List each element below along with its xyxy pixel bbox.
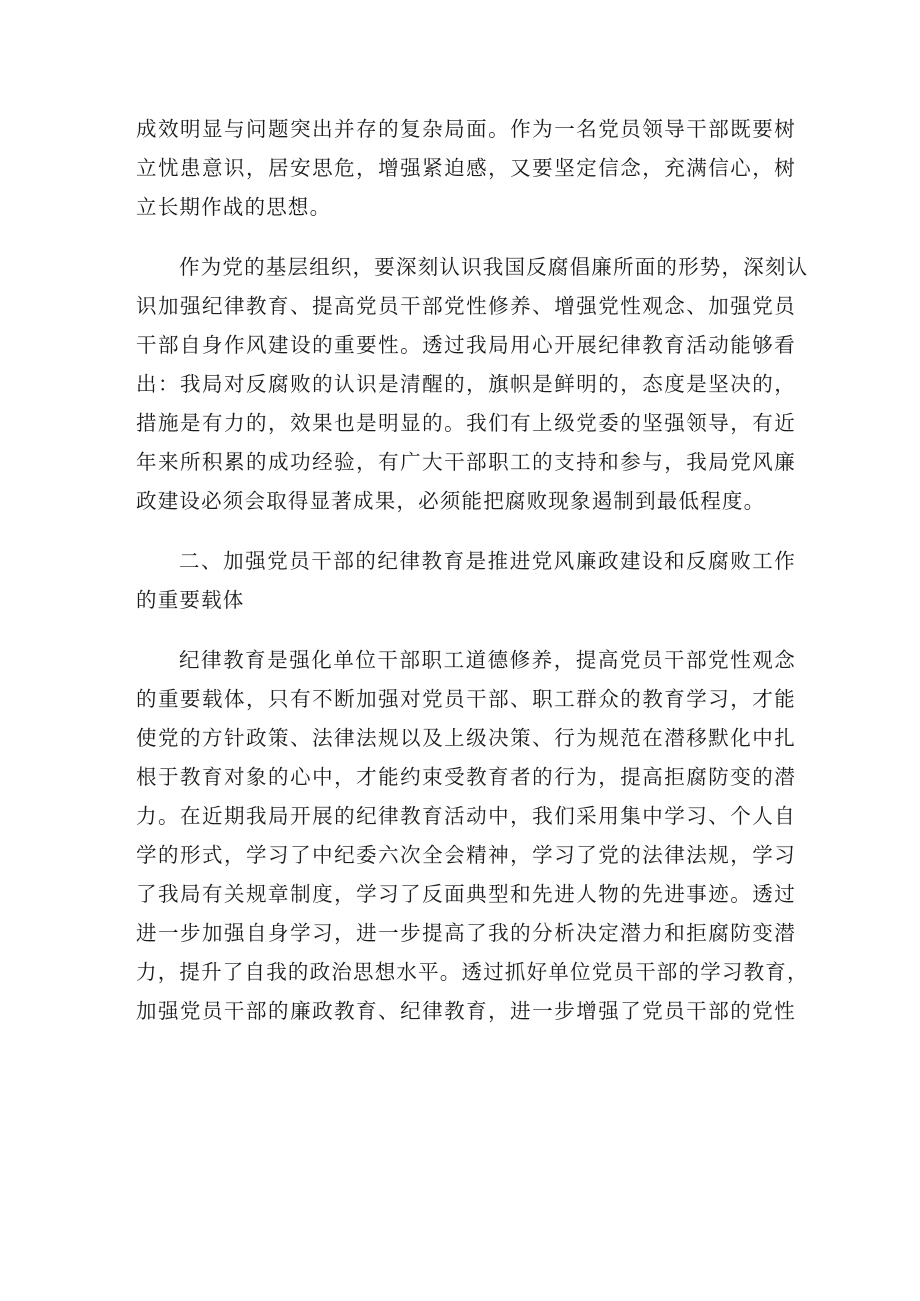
text-line: 力。在近期我局开展的纪律教育活动中，我们采用集中学习、个人自 bbox=[136, 804, 796, 828]
text-line: 加强党员干部的廉政教育、纪律教育，进一步增强了党员干部的党性 bbox=[136, 999, 796, 1023]
text-line: 措施是有力的，效果也是明显的。我们有上级党委的坚强领导，有近 bbox=[136, 411, 796, 435]
paragraph-3 bbox=[136, 641, 809, 1031]
text-line: 识加强纪律教育、提高党员干部党性修养、增强党性观念、加强党员 bbox=[136, 294, 796, 318]
text-line: 进一步加强自身学习，进一步提高了我的分析决定潜力和拒腐防变潜 bbox=[136, 921, 796, 945]
text-line: 使党的方针政策、法律法规以及上级决策、行为规范在潜移默化中扎 bbox=[136, 726, 796, 750]
heading-line: 的重要载体 bbox=[136, 588, 245, 612]
text-line: 干部自身作风建设的重要性。透过我局用心开展纪律教育活动能够看 bbox=[136, 333, 796, 357]
paragraph-2 bbox=[136, 248, 809, 521]
text-line: 成效明显与问题突出并存的复杂局面。作为一名党员领导干部既要树 bbox=[136, 117, 796, 141]
text-line: 根于教育对象的心中，才能约束受教育者的行为，提高拒腐防变的潜 bbox=[136, 765, 796, 789]
text-line: 政建设必须会取得显著成果，必须能把腐败现象遏制到最低程度。 bbox=[136, 489, 766, 513]
heading-line: 二、加强党员干部的纪律教育是推进党风廉政建设和反腐败工作 bbox=[179, 549, 796, 573]
text-line: 学的形式，学习了中纪委六次全会精神，学习了党的法律法规，学习 bbox=[136, 843, 796, 867]
paragraph-1 bbox=[136, 110, 796, 227]
section-heading bbox=[136, 542, 796, 620]
text-line: 年来所积累的成功经验，有广大干部职工的支持和参与，我局党风廉 bbox=[136, 450, 796, 474]
text-line: 纪律教育是强化单位干部职工道德修养，提高党员干部党性观念 bbox=[179, 648, 796, 672]
text-line: 立长期作战的思想。 bbox=[136, 195, 332, 219]
text-line: 出：我局对反腐败的认识是清醒的，旗帜是鲜明的，态度是坚决的， bbox=[136, 372, 796, 396]
text-line: 作为党的基层组织，要深刻认识我国反腐倡廉所面的形势，深刻认 bbox=[179, 255, 809, 279]
text-line: 了我局有关规章制度，学习了反面典型和先进人物的先进事迹。透过 bbox=[136, 882, 796, 906]
text-line: 力，提升了自我的政治思想水平。透过抓好单位党员干部的学习教育， bbox=[136, 960, 809, 984]
text-line: 立忧患意识，居安思危，增强紧迫感，又要坚定信念，充满信心，树 bbox=[136, 156, 796, 180]
text-line: 的重要载体，只有不断加强对党员干部、职工群众的教育学习，才能 bbox=[136, 687, 796, 711]
document-page bbox=[136, 110, 809, 1031]
